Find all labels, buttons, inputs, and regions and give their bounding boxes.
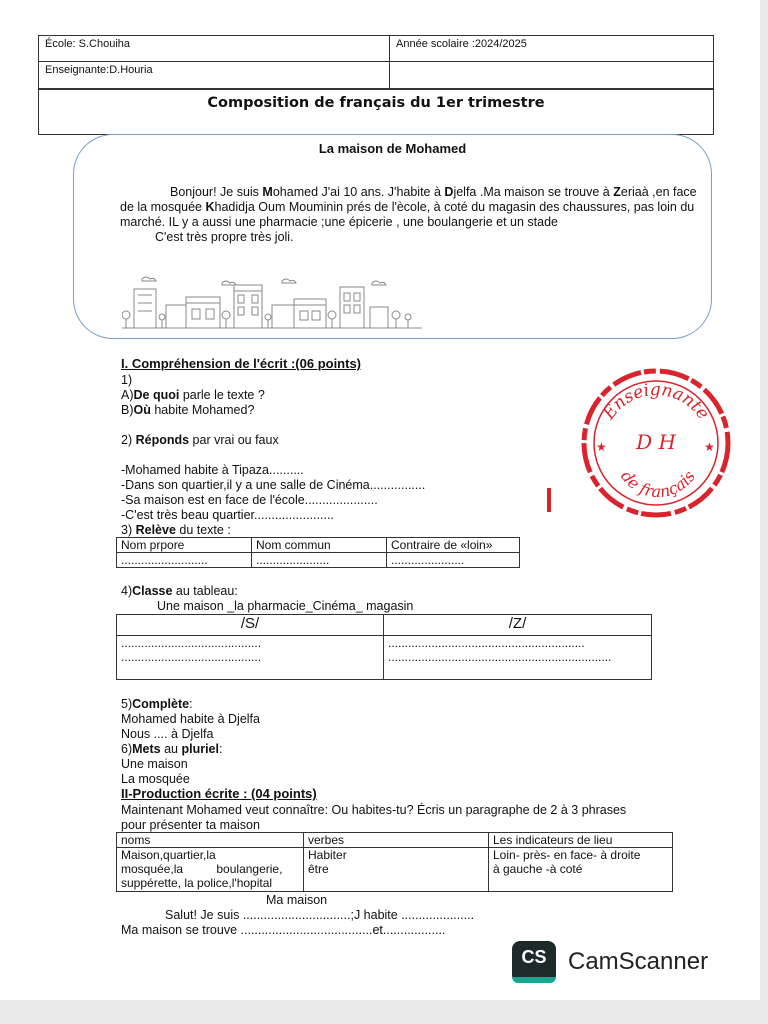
writing-line-2: Ma maison se trouve ......................................et.................. <box>121 923 446 937</box>
noms-cell: Maison,quartier,la mosquée,la boulangerie, suppérette, la police,l'hopital <box>117 848 304 892</box>
production-header: verbes <box>304 833 489 848</box>
production-section-title: II-Production écrite : (04 points) <box>121 786 317 801</box>
stamp-star-icon: ★ <box>704 440 715 454</box>
releve-table <box>116 537 520 568</box>
question-4: 4)Classe au tableau: <box>121 584 238 598</box>
story-paragraph-1: Bonjour! Je suis Mohamed J'ai 10 ans. J'habite à Djelfa .Ma maison se trouve à Zeriaà ,en face de la mosquée Khadidja Oum Mouminin prés de l'ècole, à coté du magasin des chaussures, pas loin du marché. IL y a aussi une pharmacie ;une épicerie , une boulangerie et un stade <box>120 185 697 229</box>
question-1a: A)De quoi parle le texte ? <box>121 388 265 402</box>
writing-line-1: Salut! Je suis ...............................;J habite ..................... <box>165 908 475 922</box>
question-5-line-2: Nous .... à Djelfa <box>121 727 214 741</box>
lieu-cell: Loin- près- en face- à droite à gauche -à coté <box>489 848 673 892</box>
school-name: École: S.Chouiha <box>39 36 390 62</box>
classify-cell-s: .......................................... .......................................... <box>117 636 384 680</box>
question-4-words: Une maison _la pharmacie_Cinéma_ magasin <box>157 599 414 613</box>
classify-table <box>116 614 652 680</box>
stamp-star-icon: ★ <box>596 440 607 454</box>
story-text <box>120 185 700 245</box>
question-1-number: 1) <box>121 373 133 387</box>
story-title: La maison de Mohamed <box>318 141 467 156</box>
question-6-line-1: Une maison <box>121 757 188 771</box>
classify-cell-z: ........................................................... ................................................................... <box>384 636 652 680</box>
true-false-item: -C'est très beau quartier....................... <box>121 508 334 522</box>
production-instruction-2: pour présenter ta maison <box>121 818 260 832</box>
teacher-name: Enseignante:D.Houria <box>39 62 390 89</box>
svg-text:Enseignante <box>598 380 713 424</box>
comprehension-section-title: I. Compréhension de l'écrit :(06 points) <box>121 356 362 371</box>
classify-header-z: /Z/ <box>384 615 652 636</box>
verbes-cell: Habiter être <box>304 848 489 892</box>
svg-text:de français <box>617 467 699 501</box>
camscanner-name: CamScanner <box>568 948 709 975</box>
production-table <box>116 832 673 892</box>
true-false-item: -Sa maison est en face de l'école..................... <box>121 493 378 507</box>
composition-title: Composition de français du 1er trimestre <box>38 89 714 135</box>
stamp-text-bottom: de français <box>616 466 699 502</box>
releve-answer: ...................... <box>252 553 387 568</box>
question-6-line-2: La mosquée <box>121 772 190 786</box>
production-header: noms <box>117 833 304 848</box>
story-paragraph-2: C'est très propre très joli. <box>155 230 294 244</box>
question-2: 2) Réponds par vrai ou faux <box>121 433 279 447</box>
releve-answer: ...................... <box>387 553 520 568</box>
releve-header: Nom commun <box>252 538 387 553</box>
teacher-stamp <box>578 365 734 521</box>
red-mark <box>547 488 551 512</box>
camscanner-logo-icon: CS <box>512 941 556 983</box>
releve-header: Contraire de «loin» <box>387 538 520 553</box>
question-1b: B)Où habite Mohamed? <box>121 403 255 417</box>
releve-answer: .......................... <box>117 553 252 568</box>
school-year: Année scolaire :2024/2025 <box>390 36 714 62</box>
stamp-initials: D H <box>636 430 676 454</box>
question-6: 6)Mets au pluriel: <box>121 742 223 756</box>
production-header: Les indicateurs de lieu <box>489 833 673 848</box>
stamp-text-top: Enseignante <box>599 379 714 424</box>
question-5-line-1: Mohamed habite à Djelfa <box>121 712 260 726</box>
school-header-table <box>38 35 714 89</box>
releve-header: Nom prpore <box>117 538 252 553</box>
production-instruction-1: Maintenant Mohamed veut connaître: Ou habites-tu? Écris un paragraphe de 2 à 3 phrases <box>121 803 627 817</box>
story-box <box>73 134 712 339</box>
question-3: 3) Relève du texte : <box>121 523 231 537</box>
city-skyline-illustration <box>122 275 422 331</box>
empty-cell <box>390 62 714 89</box>
question-5: 5)Complète: <box>121 697 193 711</box>
ma-maison-heading: Ma maison <box>266 893 328 907</box>
classify-header-s: /S/ <box>117 615 384 636</box>
true-false-item: -Mohamed habite à Tipaza.......... <box>121 463 304 477</box>
true-false-item: -Dans son quartier,il y a une salle de Cinéma................ <box>121 478 426 492</box>
